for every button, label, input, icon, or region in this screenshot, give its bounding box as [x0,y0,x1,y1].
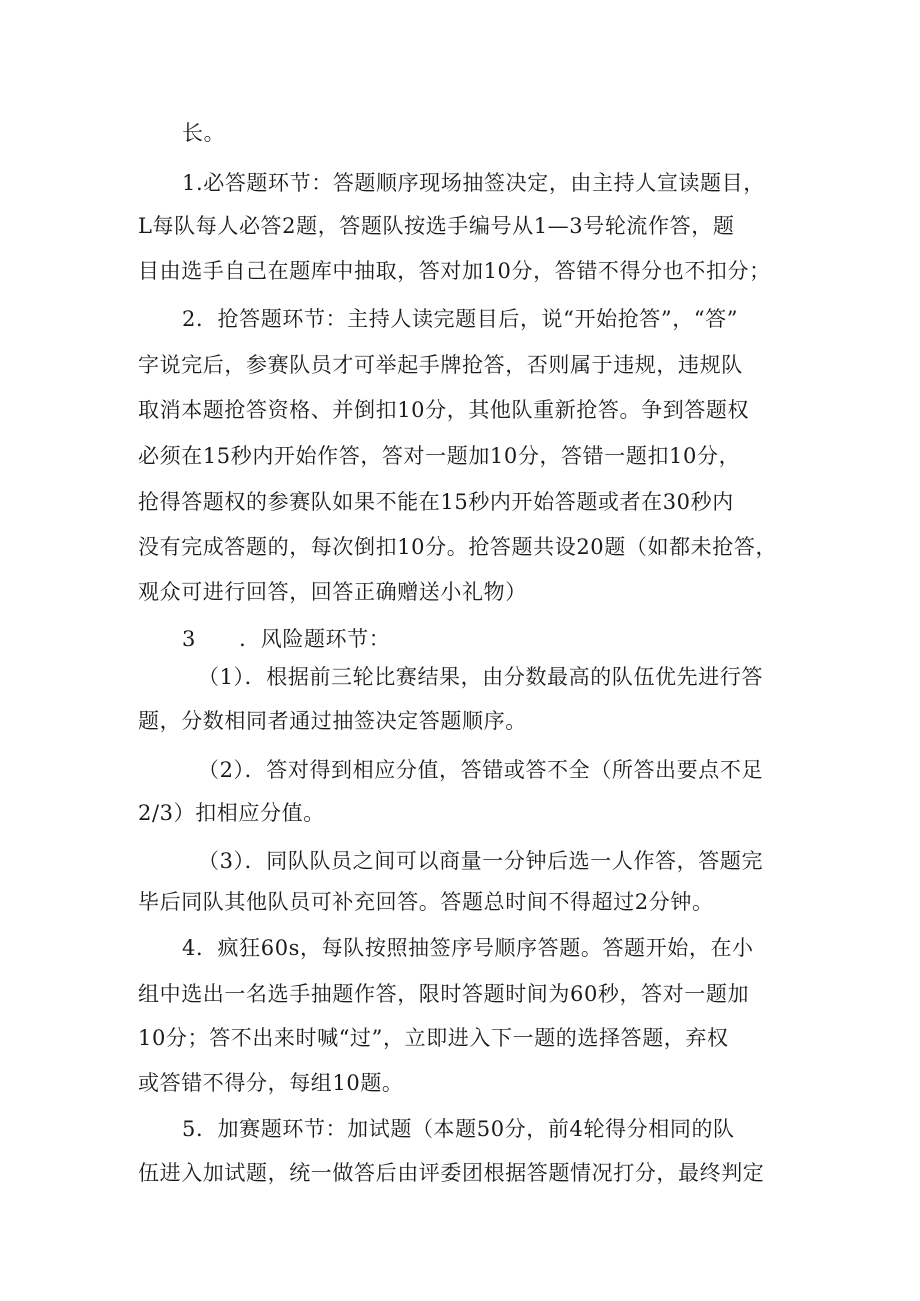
paragraph-line: 毕后同队其他队员可补充回答。答题总时间不得超过2分钟。 [138,890,714,914]
paragraph-line: 2/3）扣相应分值。 [138,801,325,825]
paragraph-line: 长。 [182,121,226,145]
paragraph-line: 4．疯狂60s，每队按照抽签序号顺序答题。答题开始，在小 [182,936,754,960]
paragraph-line: 或答错不得分，每组10题。 [138,1071,404,1095]
paragraph-line: 3 ．风险题环节： [182,627,391,651]
paragraph-line: 取消本题抢答资格、并倒扣10分，其他队重新抢答。争到答题权 [138,398,750,422]
paragraph-line: 组中选出一名选手抽题作答，限时答题时间为60秒，答对一题加 [138,982,750,1006]
paragraph-line: 观众可进行回答，回答正确赠送小礼物） [138,580,527,604]
paragraph-line: 10分；答不出来时喊“过”，立即进入下一题的选择答题，弃权 [138,1026,729,1050]
paragraph-line: （3）．同队队员之间可以商量一分钟后选一人作答，答题完 [198,849,764,873]
paragraph-line: L每队每人必答2题，答题队按选手编号从1—3号轮流作答，题 [138,214,735,238]
paragraph-line: 目由选手自己在题库中抽取，答对加10分，答错不得分也不扣分； [138,259,771,283]
paragraph-line: 1.必答题环节：答题顺序现场抽签决定，由主持人宣读题目， [182,171,765,195]
paragraph-line: 必须在15秒内开始作答，答对一题加10分，答错一题扣10分， [138,444,741,468]
paragraph-line: 伍进入加试题，统一做答后由评委团根据答题情况打分，最终判定 [138,1161,765,1185]
paragraph-line: 没有完成答题的，每次倒扣10分。抢答题共设20题（如都未抢答， [138,535,778,559]
paragraph-line: 字说完后，参赛队员才可举起手牌抢答，否则属于违规，违规队 [138,353,743,377]
paragraph-line: 题，分数相同者通过抽签决定答题顺序。 [138,709,527,733]
paragraph-line: 抢得答题权的参赛队如果不能在15秒内开始答题或者在30秒内 [138,490,734,514]
paragraph-line: 5．加赛题环节：加试题（本题50分，前4轮得分相同的队 [182,1117,735,1141]
paragraph-line: （1）．根据前三轮比赛结果，由分数最高的队伍优先进行答 [198,665,764,689]
paragraph-line: 2．抢答题环节：主持人读完题目后，说“开始抢答”，“答” [182,307,739,331]
paragraph-line: （2）．答对得到相应分值，答错或答不全（所答出要点不足 [198,758,764,782]
